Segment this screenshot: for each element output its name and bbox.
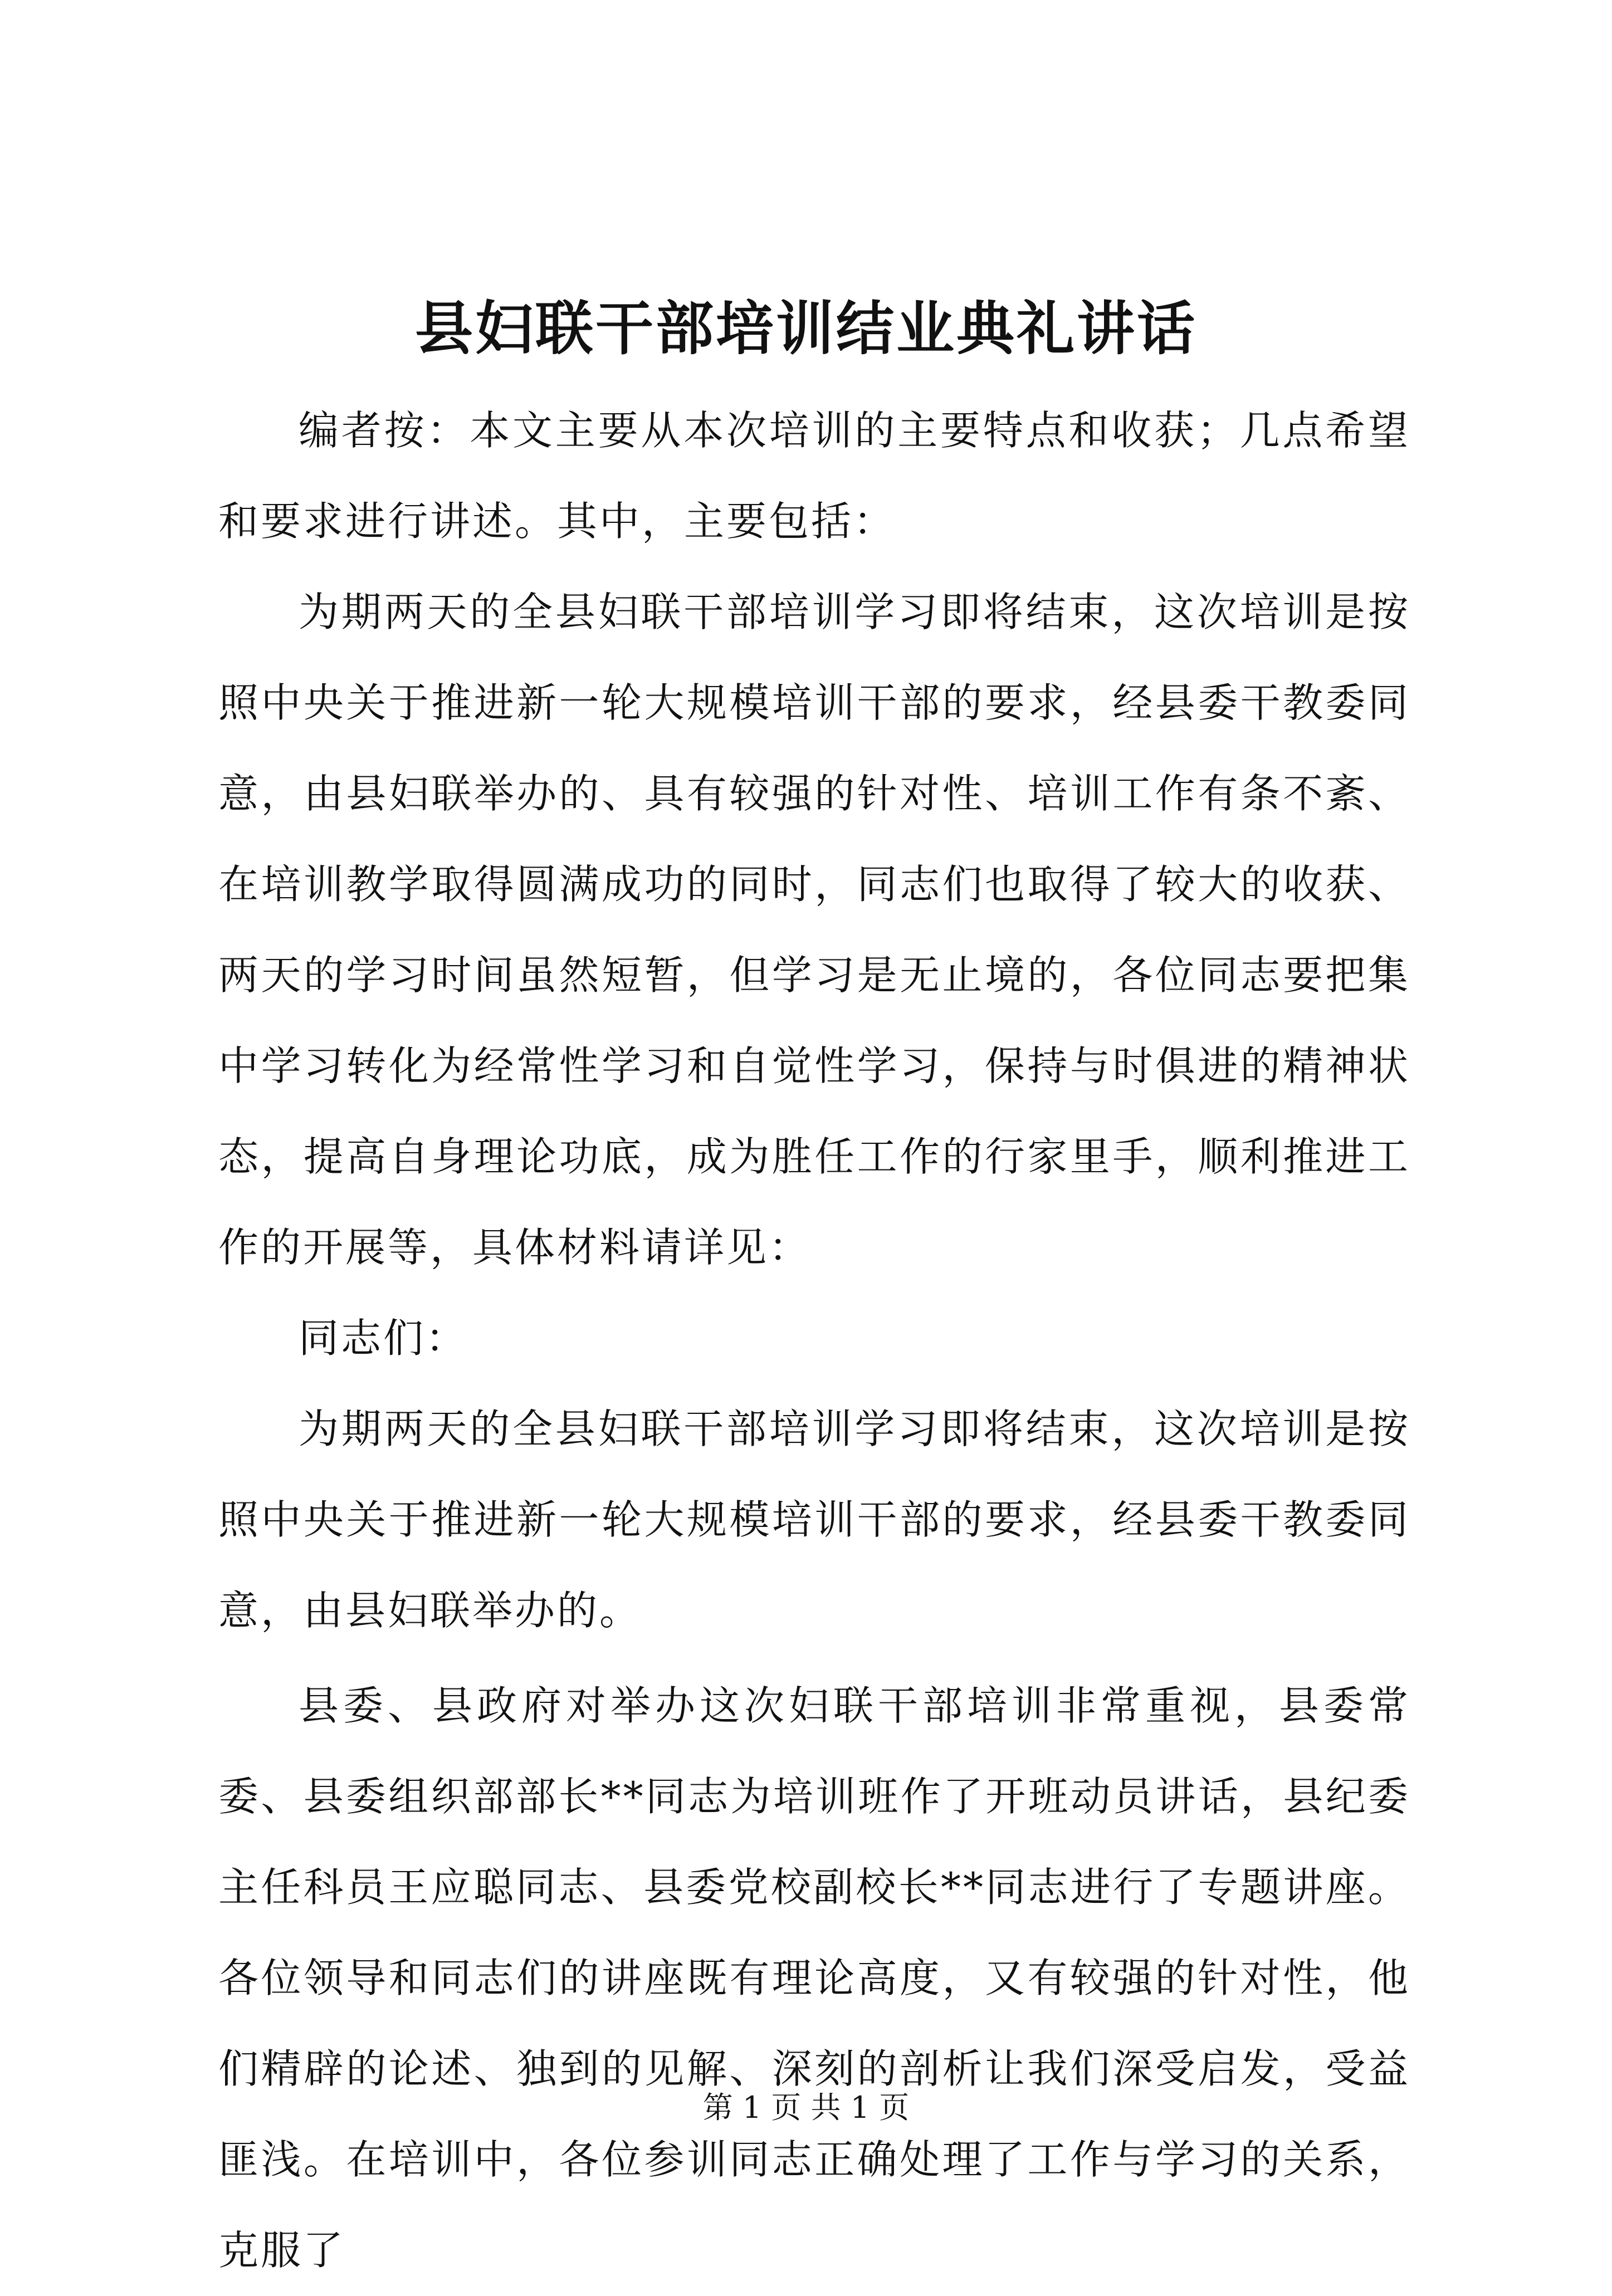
salutation-paragraph: 同志们：	[299, 1315, 468, 1362]
summary-paragraph: 为期两天的全县妇联干部培训学习即将结束，这次培训是按照中央关于推进新一轮大规模培训干部的要求，经县委干教委同意，由县妇联举办的、具有较强的针对性、培训工作有条不紊、在培训教学取得圆满成功的同时，同志们也取得了较大的收获、两天的学习时间虽然短暂，但学习是无止境的，各位同志要把集中学习转化为经常性学习和自觉性学习，保持与时俱进的精神状态，提高自身理论功底，成为胜任工作的行家里手，顺利推进工作的开展等，具体材料请详见：	[218, 589, 1410, 1271]
opening-paragraph: 为期两天的全县妇联干部培训学习即将结束，这次培训是按照中央关于推进新一轮大规模培训干部的要求，经县委干教委同意，由县妇联举办的。	[218, 1406, 1410, 1634]
page-number-footer: 第 1 页 共 1 页	[702, 2090, 910, 2125]
editor-note-paragraph: 编者按：本文主要从本次培训的主要特点和收获；几点希望和要求进行讲述。其中，主要包括：	[218, 407, 1410, 545]
document-title: 县妇联干部培训结业典礼讲话	[414, 294, 1197, 363]
document-body	[218, 385, 1410, 2296]
leadership-paragraph: 县委、县政府对举办这次妇联干部培训非常重视，县委常委、县委组织部部长**同志为培训班作了开班动员讲话，县纪委主任科员王应聪同志、县委党校副校长**同志进行了专题讲座。各位领导和同志们的讲座既有理论高度，又有较强的针对性，他们精辟的论述、独到的见解、深刻的剖析让我们深受启发，受益匪浅。在培训中，各位参训同志正确处理了工作与学习的关系，克服了	[218, 1682, 1410, 2274]
